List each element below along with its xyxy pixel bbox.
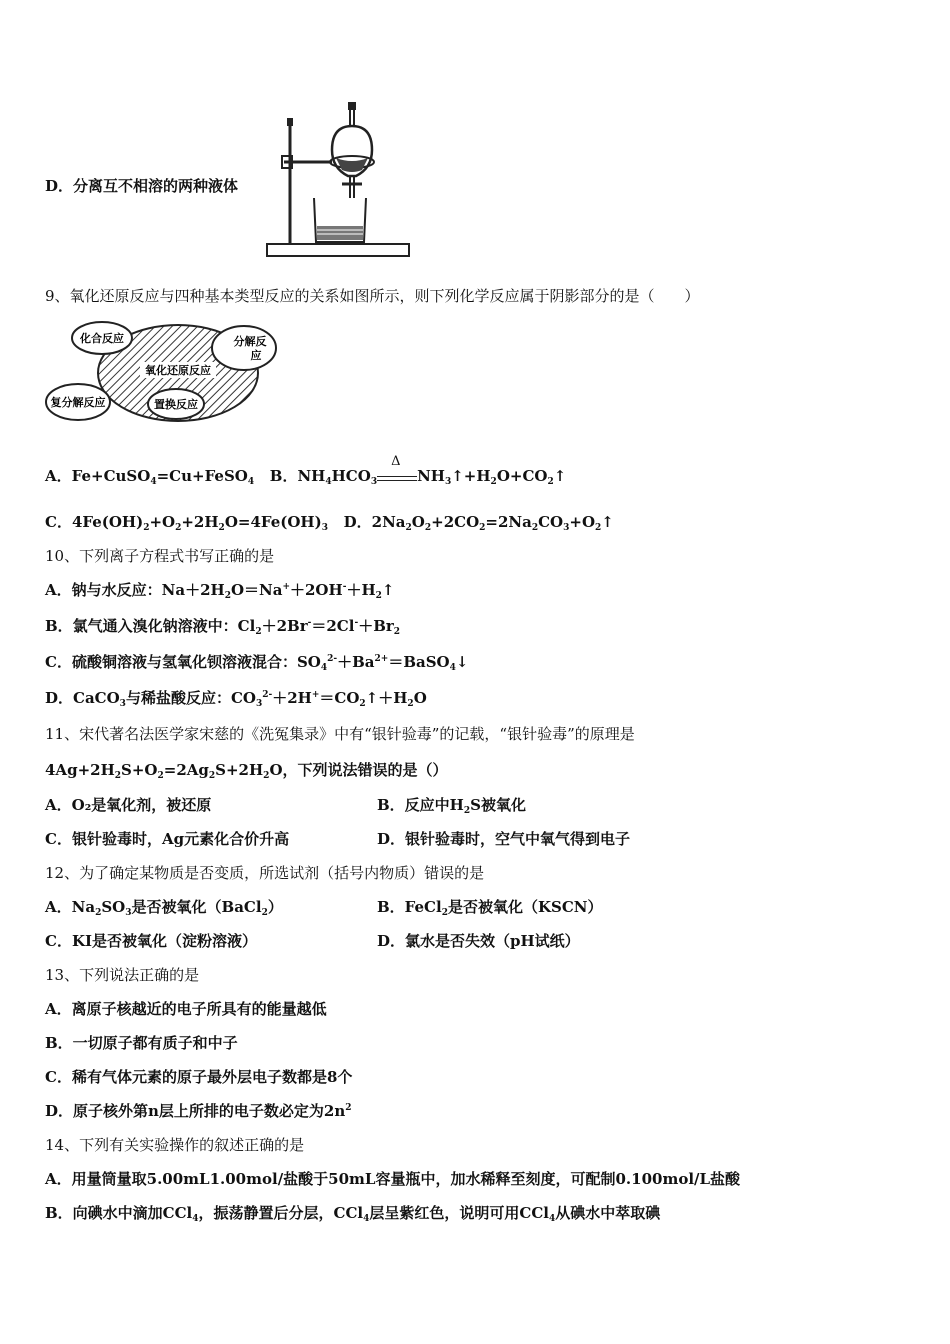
delta-symbol: Δ [391,454,401,469]
q10-option-c: C．硫酸铜溶液与氢氧化钡溶液混合：$SO_4^{2-}+Ba^{2+}=BaSO_4↓$ [45,653,469,673]
q10-option-b: B．氯气通入溴化钠溶液中：$Cl_2+2Br^-=2Cl^-+Br_2$ [45,617,401,637]
q14-option-a: A．用量筒量取5.00mL1.00mol/盐酸于50mL容量瓶中，加水稀释至刻度，可配制0.100mol/L盐酸 [45,1170,741,1188]
q12-option-c: C．KI是否被氧化（淀粉溶液） [45,932,257,950]
q11-option-c: C．银针验毒时，Ag元素化合价升高 [45,830,290,848]
q12-option-a: A．$Na_2SO_3$是否被氧化（BaCl$_2$） [45,898,283,918]
q12-option-d: D．氯水是否失效（pH试纸） [377,932,580,950]
venn-label-decomposition-2: 应 [250,349,262,362]
q11-option-d: D．银针验毒时，空气中氧气得到电子 [377,830,631,848]
venn-label-displacement: 置换反应 [154,398,198,411]
heating-condition-arrow [377,454,417,486]
q14-stem: 14、下列有关实验操作的叙述正确的是 [45,1136,305,1154]
q13-stem: 13、下列说法正确的是 [45,966,200,984]
separatory-funnel-apparatus-figure [262,102,412,262]
venn-label-redox: 氧化还原反应 [145,364,211,377]
q11-option-b: B．反应中$H_2S$被氧化 [377,796,526,816]
q9-options-cd: C．$4Fe(OH)_2+O_2+2H_2O=4Fe(OH)_3$ D．$2Na_2O_2+2CO_2=2Na_2CO_3+O_2↑$ [45,513,614,533]
venn-label-combination: 化合反应 [80,332,124,345]
q13-option-d: D．原子核外第n层上所排的电子数必定为$2n^2$ [45,1102,352,1120]
reaction-venn-diagram [44,318,284,426]
venn-label-decomposition-1: 分解反 [233,335,267,348]
q13-option-c: C．稀有气体元素的原子最外层电子数都是8个 [45,1068,353,1086]
q9-stem: 9、氧化还原反应与四种基本类型反应的关系如图所示，则下列化学反应属于阴影部分的是（ ） [45,287,700,305]
venn-label-double-decomposition: 复分解反应 [50,396,106,409]
q8-option-d: D．分离互不相溶的两种液体 [45,177,239,195]
q11-equation: $4Ag+2H_2S+O_2=2Ag_2S+2H_2O$，下列说法错误的是（） [45,761,448,781]
q9-options-ab: A．Fe+CuSO$_4$=Cu+FeSO$_4$ B．$NH_4HCO_3$ Δ $NH_3↑+H_2O+CO_2↑$ [45,454,567,487]
q13-option-b: B．一切原子都有质子和中子 [45,1034,238,1052]
q12-stem: 12、为了确定某物质是否变质，所选试剂（括号内物质）错误的是 [45,864,485,882]
q12-option-b: B．FeCl$_2$是否被氧化（KSCN） [377,898,603,918]
q10-option-d: D．CaCO$_3$与稀盐酸反应：$CO_3^{2-}+2H^+=CO_2↑+H_2O$ [45,689,427,709]
q14-option-b: B．向碘水中滴加CCl$_4$，振荡静置后分层，CCl$_4$层呈紫红色，说明可用CCl$_4$从碘水中萃取碘 [45,1204,661,1224]
q10-stem: 10、下列离子方程式书写正确的是 [45,547,275,565]
q10-option-a: A．钠与水反应：$Na+2H_2O=Na^++2OH^-+H_2↑$ [45,581,395,601]
q11-stem: 11、宋代著名法医学家宋慈的《洗冤集录》中有“银针验毒”的记载，“银针验毒”的原理是 [45,725,635,743]
q13-option-a: A．离原子核越近的电子所具有的能量越低 [45,1000,327,1018]
q11-option-a: A．O₂是氧化剂，被还原 [45,796,212,814]
